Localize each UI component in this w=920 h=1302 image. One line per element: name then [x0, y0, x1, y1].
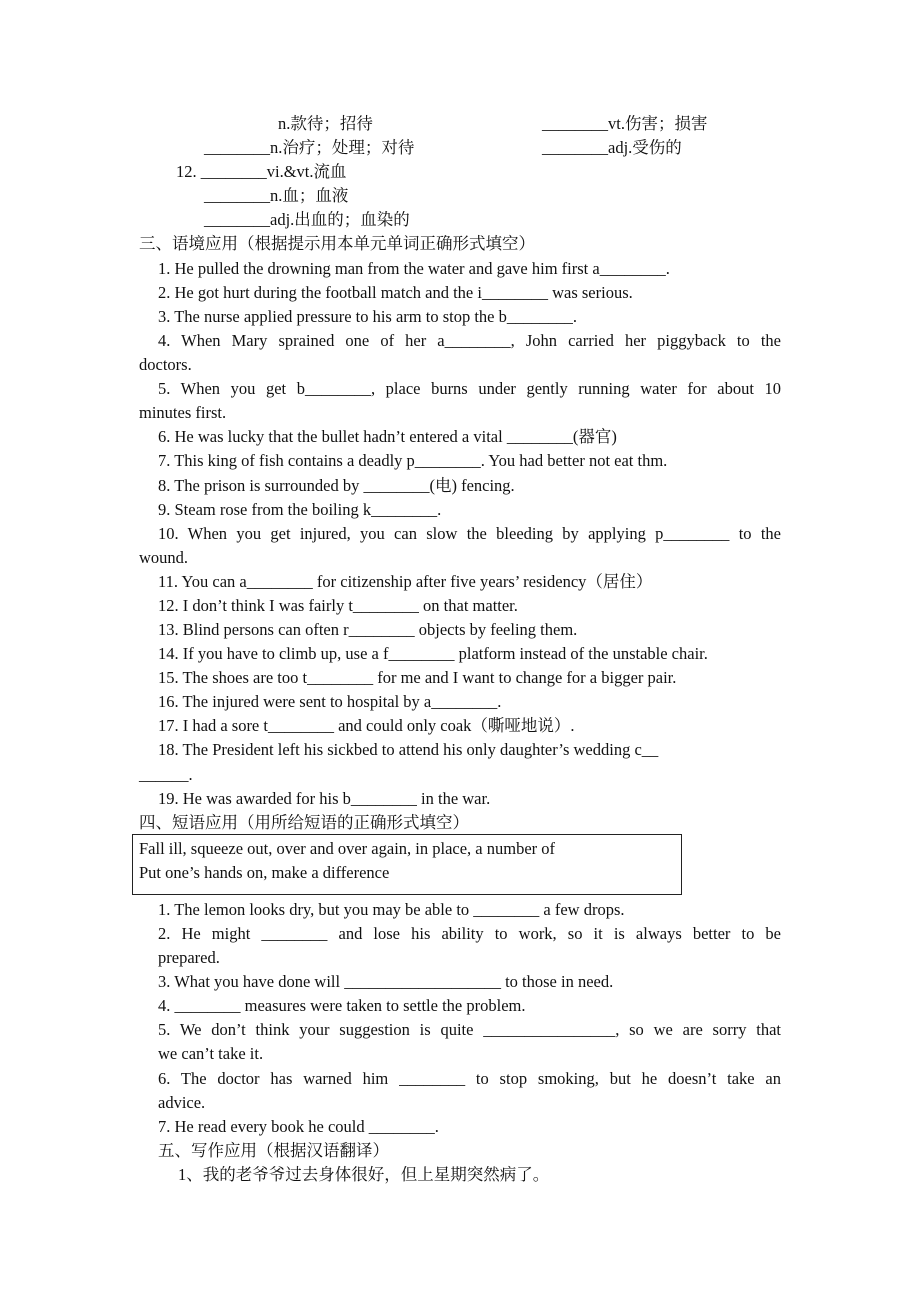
s3-item: 4. When Mary sprained one of her a________, John carried her piggyback to the	[158, 331, 781, 350]
vocab-row1-right: ________vt.伤害；损害	[542, 114, 708, 133]
s4-item-cont: we can’t take it.	[158, 1044, 264, 1063]
section4-heading: 四、短语应用（用所给短语的正确形式填空）	[139, 813, 469, 832]
vocab-row2-right: ________adj.受伤的	[542, 138, 682, 157]
s4-item: 4. ________ measures were taken to settle the problem.	[158, 996, 526, 1015]
phrase-box	[132, 834, 682, 895]
phrase-box-line2: Put one’s hands on, make a difference	[139, 863, 390, 882]
s3-item: 9. Steam rose from the boiling k________.	[158, 500, 442, 519]
s3-item: 10. When you get injured, you can slow the bleeding by applying p________ to the	[158, 524, 781, 543]
s3-item: 3. The nurse applied pressure to his arm to stop the b________.	[158, 307, 578, 326]
s3-item: 2. He got hurt during the football match and the i________ was serious.	[158, 283, 633, 302]
vocab-row4: ________n.血；血液	[204, 186, 349, 205]
s4-item-cont: prepared.	[158, 948, 220, 967]
s3-item: 18. The President left his sickbed to attend his only daughter’s wedding c__	[158, 740, 659, 759]
vocab-row2-left: ________n.治疗；处理；对待	[204, 138, 415, 157]
s3-item: 11. You can a________ for citizenship after five years’ residency（居住）	[158, 572, 653, 591]
s3-item-cont: wound.	[139, 548, 189, 567]
s3-item: 16. The injured were sent to hospital by a________.	[158, 692, 502, 711]
s5-item: 1、我的老爷爷过去身体很好，但上星期突然病了。	[178, 1165, 550, 1184]
vocab-row1-left: n.款待；招待	[278, 114, 373, 133]
phrase-box-line1: Fall ill, squeeze out, over and over again, in place, a number of	[139, 839, 556, 858]
s3-item-cont: minutes first.	[139, 403, 227, 422]
s4-item-cont: advice.	[158, 1093, 206, 1112]
s3-item: 17. I had a sore t________ and could only coak（嘶哑地说）.	[158, 716, 575, 735]
s3-item-cont: doctors.	[139, 355, 192, 374]
vocab-row5: ________adj.出血的；血染的	[204, 210, 410, 229]
s3-item: 15. The shoes are too t________ for me and I want to change for a bigger pair.	[158, 668, 677, 687]
s4-item: 7. He read every book he could ________.	[158, 1117, 439, 1136]
section5-heading: 五、写作应用（根据汉语翻译）	[158, 1141, 389, 1160]
s3-item: 5. When you get b________, place burns under gently running water for about 10	[158, 379, 781, 398]
s3-item: 7. This king of fish contains a deadly p________. You had better not eat thm.	[158, 451, 668, 470]
s4-item: 1. The lemon looks dry, but you may be able to ________ a few drops.	[158, 900, 625, 919]
s3-item: 8. The prison is surrounded by ________(电) fencing.	[158, 476, 515, 495]
s3-item: 14. If you have to climb up, use a f________ platform instead of the unstable chair.	[158, 644, 708, 663]
s3-item-cont: ______.	[139, 765, 193, 784]
section3-heading: 三、语境应用（根据提示用本单元单词正确形式填空）	[139, 234, 535, 253]
s4-item: 3. What you have done will ___________________ to those in need.	[158, 972, 614, 991]
s3-item: 6. He was lucky that the bullet hadn’t entered a vital ________(器官)	[158, 427, 617, 446]
s4-item: 2. He might ________ and lose his ability to work, so it is always better to be	[158, 924, 781, 943]
s4-item: 6. The doctor has warned him ________ to stop smoking, but he doesn’t take an	[158, 1069, 781, 1088]
vocab-row3: 12. ________vi.&vt.流血	[176, 162, 347, 181]
s3-item: 1. He pulled the drowning man from the water and gave him first a________.	[158, 259, 670, 278]
s3-item: 19. He was awarded for his b________ in the war.	[158, 789, 491, 808]
s4-item: 5. We don’t think your suggestion is quite ________________, so we are sorry that	[158, 1020, 781, 1039]
s3-item: 13. Blind persons can often r________ objects by feeling them.	[158, 620, 578, 639]
s3-item: 12. I don’t think I was fairly t________ on that matter.	[158, 596, 518, 615]
